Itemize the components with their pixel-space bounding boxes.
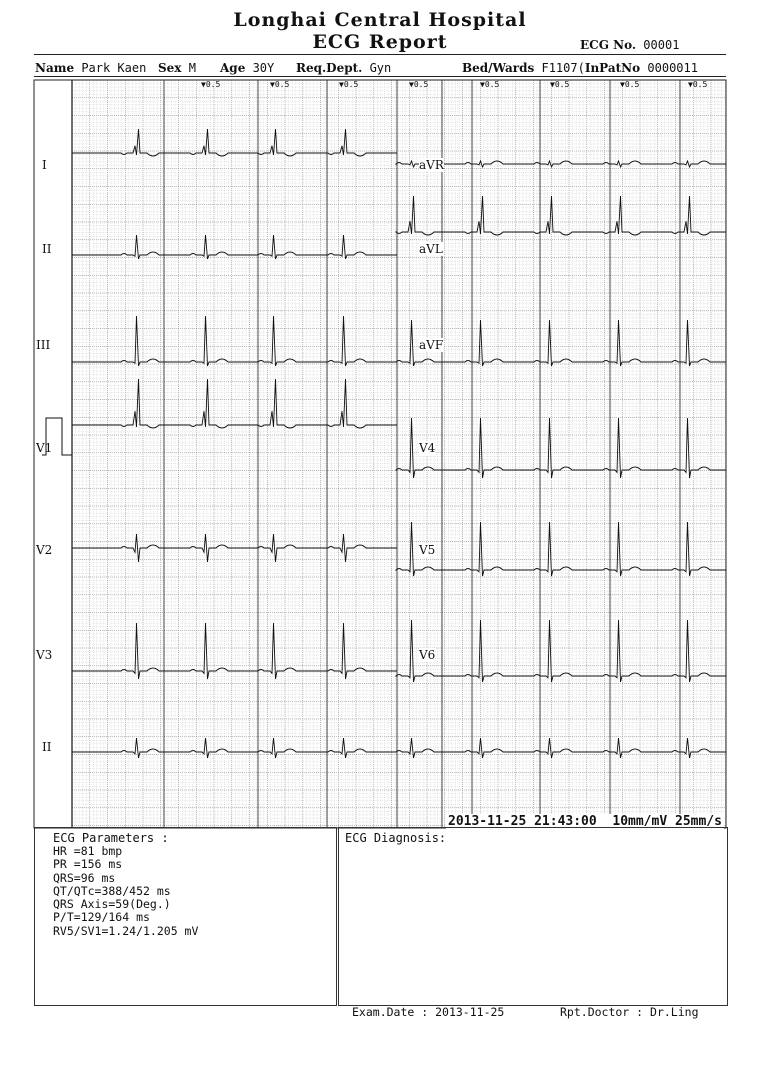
grid-major [72,80,726,828]
lead-label: V4 [419,441,436,455]
param-pt: P/T=129/164 ms [53,910,150,925]
lead-label: aVR [419,158,444,172]
marker: ▼0.5 [688,80,708,89]
report-doctor: Rpt.Doctor : Dr.Ling [560,1005,699,1019]
trace-III [72,316,397,366]
lead-label: V5 [419,543,436,557]
param-qt: QT/QTc=388/452 ms [53,883,171,898]
lead-label: aVL [419,242,443,256]
marker: ▼0.5 [270,80,290,89]
patient-sex: Sex M [158,61,196,75]
lead-label: I [42,158,47,172]
trace-II-rhythm [72,738,726,758]
param-rv5sv1: RV5/SV1=1.24/1.205 mV [53,923,199,938]
param-qrs: QRS=96 ms [53,870,116,885]
parameters-list [53,845,198,938]
diagnosis-title: ECG Diagnosis: [345,831,447,845]
request-department: Req.Dept. Gyn [296,61,392,75]
trace-aVF [396,320,726,366]
lead-label: V2 [36,543,53,557]
ecg-parameters-panel [34,827,337,1006]
bed-wards: Bed/Wards F1107(InPatNo 0000011 [462,61,698,75]
param-axis: QRS Axis=59(Deg.) [53,897,171,912]
exam-date: Exam.Date : 2013-11-25 [352,1005,505,1019]
lead-label: III [36,338,51,352]
trace-V5 [396,522,726,576]
lead-label: aVF [419,338,444,352]
ecg-diagnosis-panel [338,827,728,1006]
trace-aVR [396,161,726,167]
lead-label: V1 [36,441,53,455]
marker: ▼0.5 [480,80,500,89]
lead-label: V6 [419,648,436,662]
param-hr: HR =81 bmp [53,844,123,858]
marker: ▼0.5 [620,80,640,89]
marker: ▼0.5 [409,80,429,89]
marker: ▼0.5 [339,80,359,89]
lead-label: V3 [36,648,53,662]
trace-V3 [72,623,397,679]
lead-label: II [42,740,52,754]
trace-V2 [72,534,397,562]
param-pr: PR =156 ms [53,857,123,872]
ecg-number: ECG No. 00001 [580,38,680,52]
hospital-name: Longhai Central Hospital [233,9,527,31]
patient-age: Age 30Y [220,61,275,75]
marker: ▼0.5 [550,80,570,89]
grid-fine [72,80,726,828]
marker: ▼0.5 [201,80,221,89]
patient-name: Name Park Kaen [35,61,147,75]
trace-V4 [396,418,726,478]
report-title: ECG Report [312,31,448,53]
parameters-title: ECG Parameters : [53,831,169,845]
tracing-stamp: 2013-11-25 21:43:00 10mm/mV 25mm/s [448,814,722,829]
lead-label: II [42,242,52,256]
